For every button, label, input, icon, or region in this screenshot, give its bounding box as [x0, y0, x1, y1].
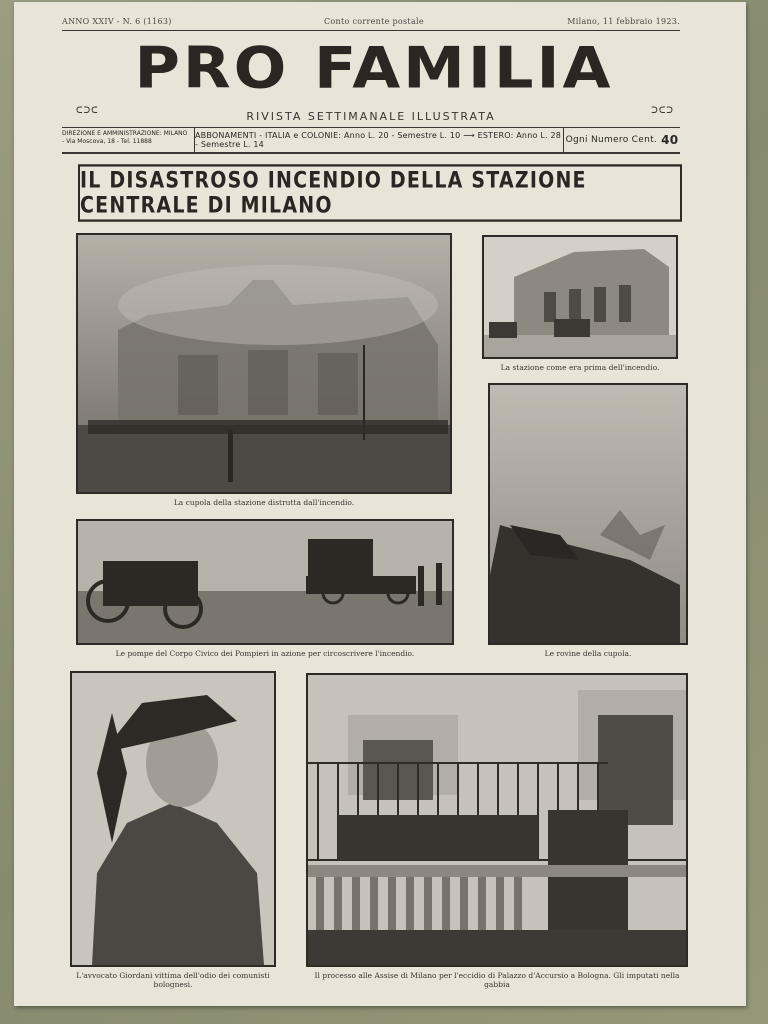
photo-trial-cage — [306, 673, 688, 967]
photo-portrait — [70, 671, 276, 967]
caption-stazione-prima: La stazione come era prima dell'incendio. — [500, 363, 660, 372]
caption-avvocato: L'avvocato Giordani vittima dell'odio dei comunisti bolognesi. — [76, 971, 270, 989]
caption-rovine: Le rovine della cupola. — [544, 649, 632, 658]
price-value: 40 — [661, 133, 679, 147]
info-bar — [62, 127, 680, 154]
price-label: Ogni Numero Cent. — [565, 135, 658, 145]
postal-note: Conto corrente postale — [324, 17, 424, 26]
caption-cupola: La cupola della stazione distrutta dall'incendio. — [173, 498, 355, 507]
photo-ruins-dome — [488, 383, 688, 645]
issue-number: ANNO XXIV - N. 6 (1163) — [62, 17, 172, 26]
masthead-subtitle: RIVISTA SETTIMANALE ILLUSTRATA — [246, 110, 496, 123]
price-box — [564, 128, 680, 152]
headline: IL DISASTROSO INCENDIO DELLA STAZIONE CENTRALE DI MILANO — [78, 164, 682, 222]
issue-date: Milano, 11 febbraio 1923. — [567, 17, 680, 26]
caption-pompe: Le pompe del Corpo Civico dei Pompieri in azione per circoscrivere l'incendio. — [115, 649, 415, 658]
ornament-left: ᑕᑐᑕ — [76, 106, 99, 116]
ornament-right: ᑐᑕᑐ — [651, 106, 674, 116]
caption-processo: Il processo alle Assise di Milano per l'eccidio di Palazzo d'Accursio a Bologna. Gli imputati nella gabbia — [314, 971, 680, 989]
abbonamenti-text: ABBONAMENTI - ITALIA e COLONIE: Anno L. 20 - Semestre L. 10 ⟶ ESTERO: Anno L. 28 - Semestre L. 14 — [194, 128, 564, 152]
top-rule — [62, 30, 680, 31]
photo-station-before — [482, 235, 678, 359]
photo-fire-pumps — [76, 519, 454, 645]
masthead-title: PRO FAMILIA — [134, 33, 614, 102]
direzione-text: DIREZIONE E AMMINISTRAZIONE: MILANO - Via Moscova, 18 - Tel. 11888 — [62, 130, 188, 145]
photo-cupola-burning — [76, 233, 452, 494]
newspaper-page — [14, 2, 746, 1006]
